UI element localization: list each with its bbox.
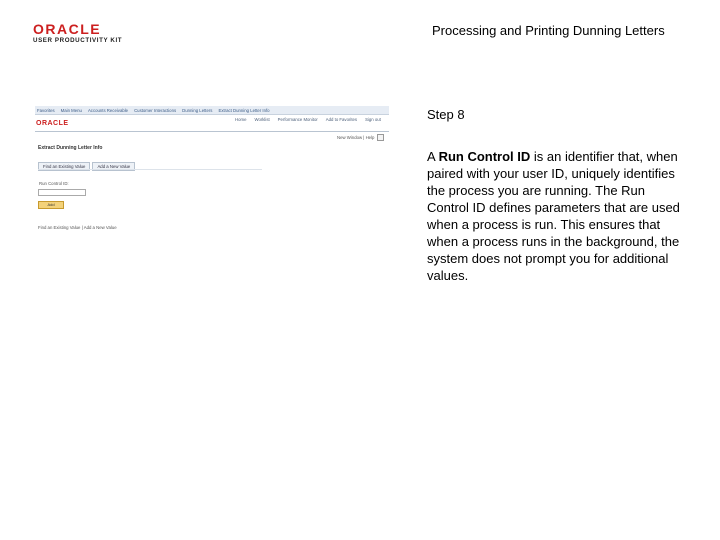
screenshot-toolbar	[337, 134, 384, 141]
nav-item-main-menu[interactable]: Main Menu	[60, 107, 82, 113]
run-control-id-input[interactable]	[38, 189, 86, 196]
step-label: Step 8	[427, 107, 465, 122]
tab-add-new-value[interactable]: Add a New Value	[92, 162, 135, 171]
run-control-id-label: Run Control ID:	[39, 181, 69, 186]
screenshot-divider	[35, 131, 389, 132]
step-description	[427, 148, 685, 284]
description-intro: A	[427, 149, 439, 164]
nav-item-dunning-letters[interactable]: Dunning Letters	[182, 107, 213, 113]
link-add-to-favorites[interactable]: Add to Favorites	[325, 117, 358, 122]
description-rest: is an identifier that, when paired with your user ID, uniquely identifies the process you are running. The Run Control ID defines parameters that are used when a process is run. This ensures that when a process runs in the background, the system does not prompt you for additional values.	[427, 149, 680, 283]
tab-find-existing-value[interactable]: Find an Existing Value	[38, 162, 90, 171]
page-title: Processing and Printing Dunning Letters	[432, 23, 665, 38]
link-home[interactable]: Home	[235, 117, 247, 122]
toolbar-links[interactable]: New Window | Help	[337, 135, 375, 140]
screenshot-top-links	[235, 117, 381, 122]
add-button[interactable]: Add	[38, 201, 64, 209]
link-sign-out[interactable]: Sign out	[365, 117, 381, 122]
application-screenshot	[35, 106, 389, 246]
upk-logo-subtitle: USER PRODUCTIVITY KIT	[33, 37, 123, 44]
nav-item-favorites[interactable]: Favorites	[37, 107, 55, 113]
nav-item-extract-dunning[interactable]: Extract Dunning Letter Info	[218, 107, 270, 113]
description-term: Run Control ID	[438, 149, 531, 164]
link-worklist[interactable]: Worklist	[254, 117, 270, 122]
link-performance-monitor[interactable]: Performance Monitor	[277, 117, 318, 122]
screenshot-footer-links[interactable]: Find an Existing Value | Add a New Value	[38, 225, 117, 230]
nav-item-accounts-receivable[interactable]: Accounts Receivable	[87, 107, 129, 113]
screenshot-oracle-logo: ORACLE	[36, 120, 69, 127]
oracle-logo-wordmark: ORACLE	[33, 21, 102, 37]
oracle-upk-logo	[33, 22, 125, 44]
nav-item-customer-interactions[interactable]: Customer Interactions	[134, 107, 177, 113]
screenshot-page-heading: Extract Dunning Letter Info	[38, 145, 103, 151]
tabs-underline	[38, 169, 262, 170]
customize-page-icon[interactable]	[377, 134, 384, 141]
screenshot-nav-bar	[35, 106, 389, 115]
